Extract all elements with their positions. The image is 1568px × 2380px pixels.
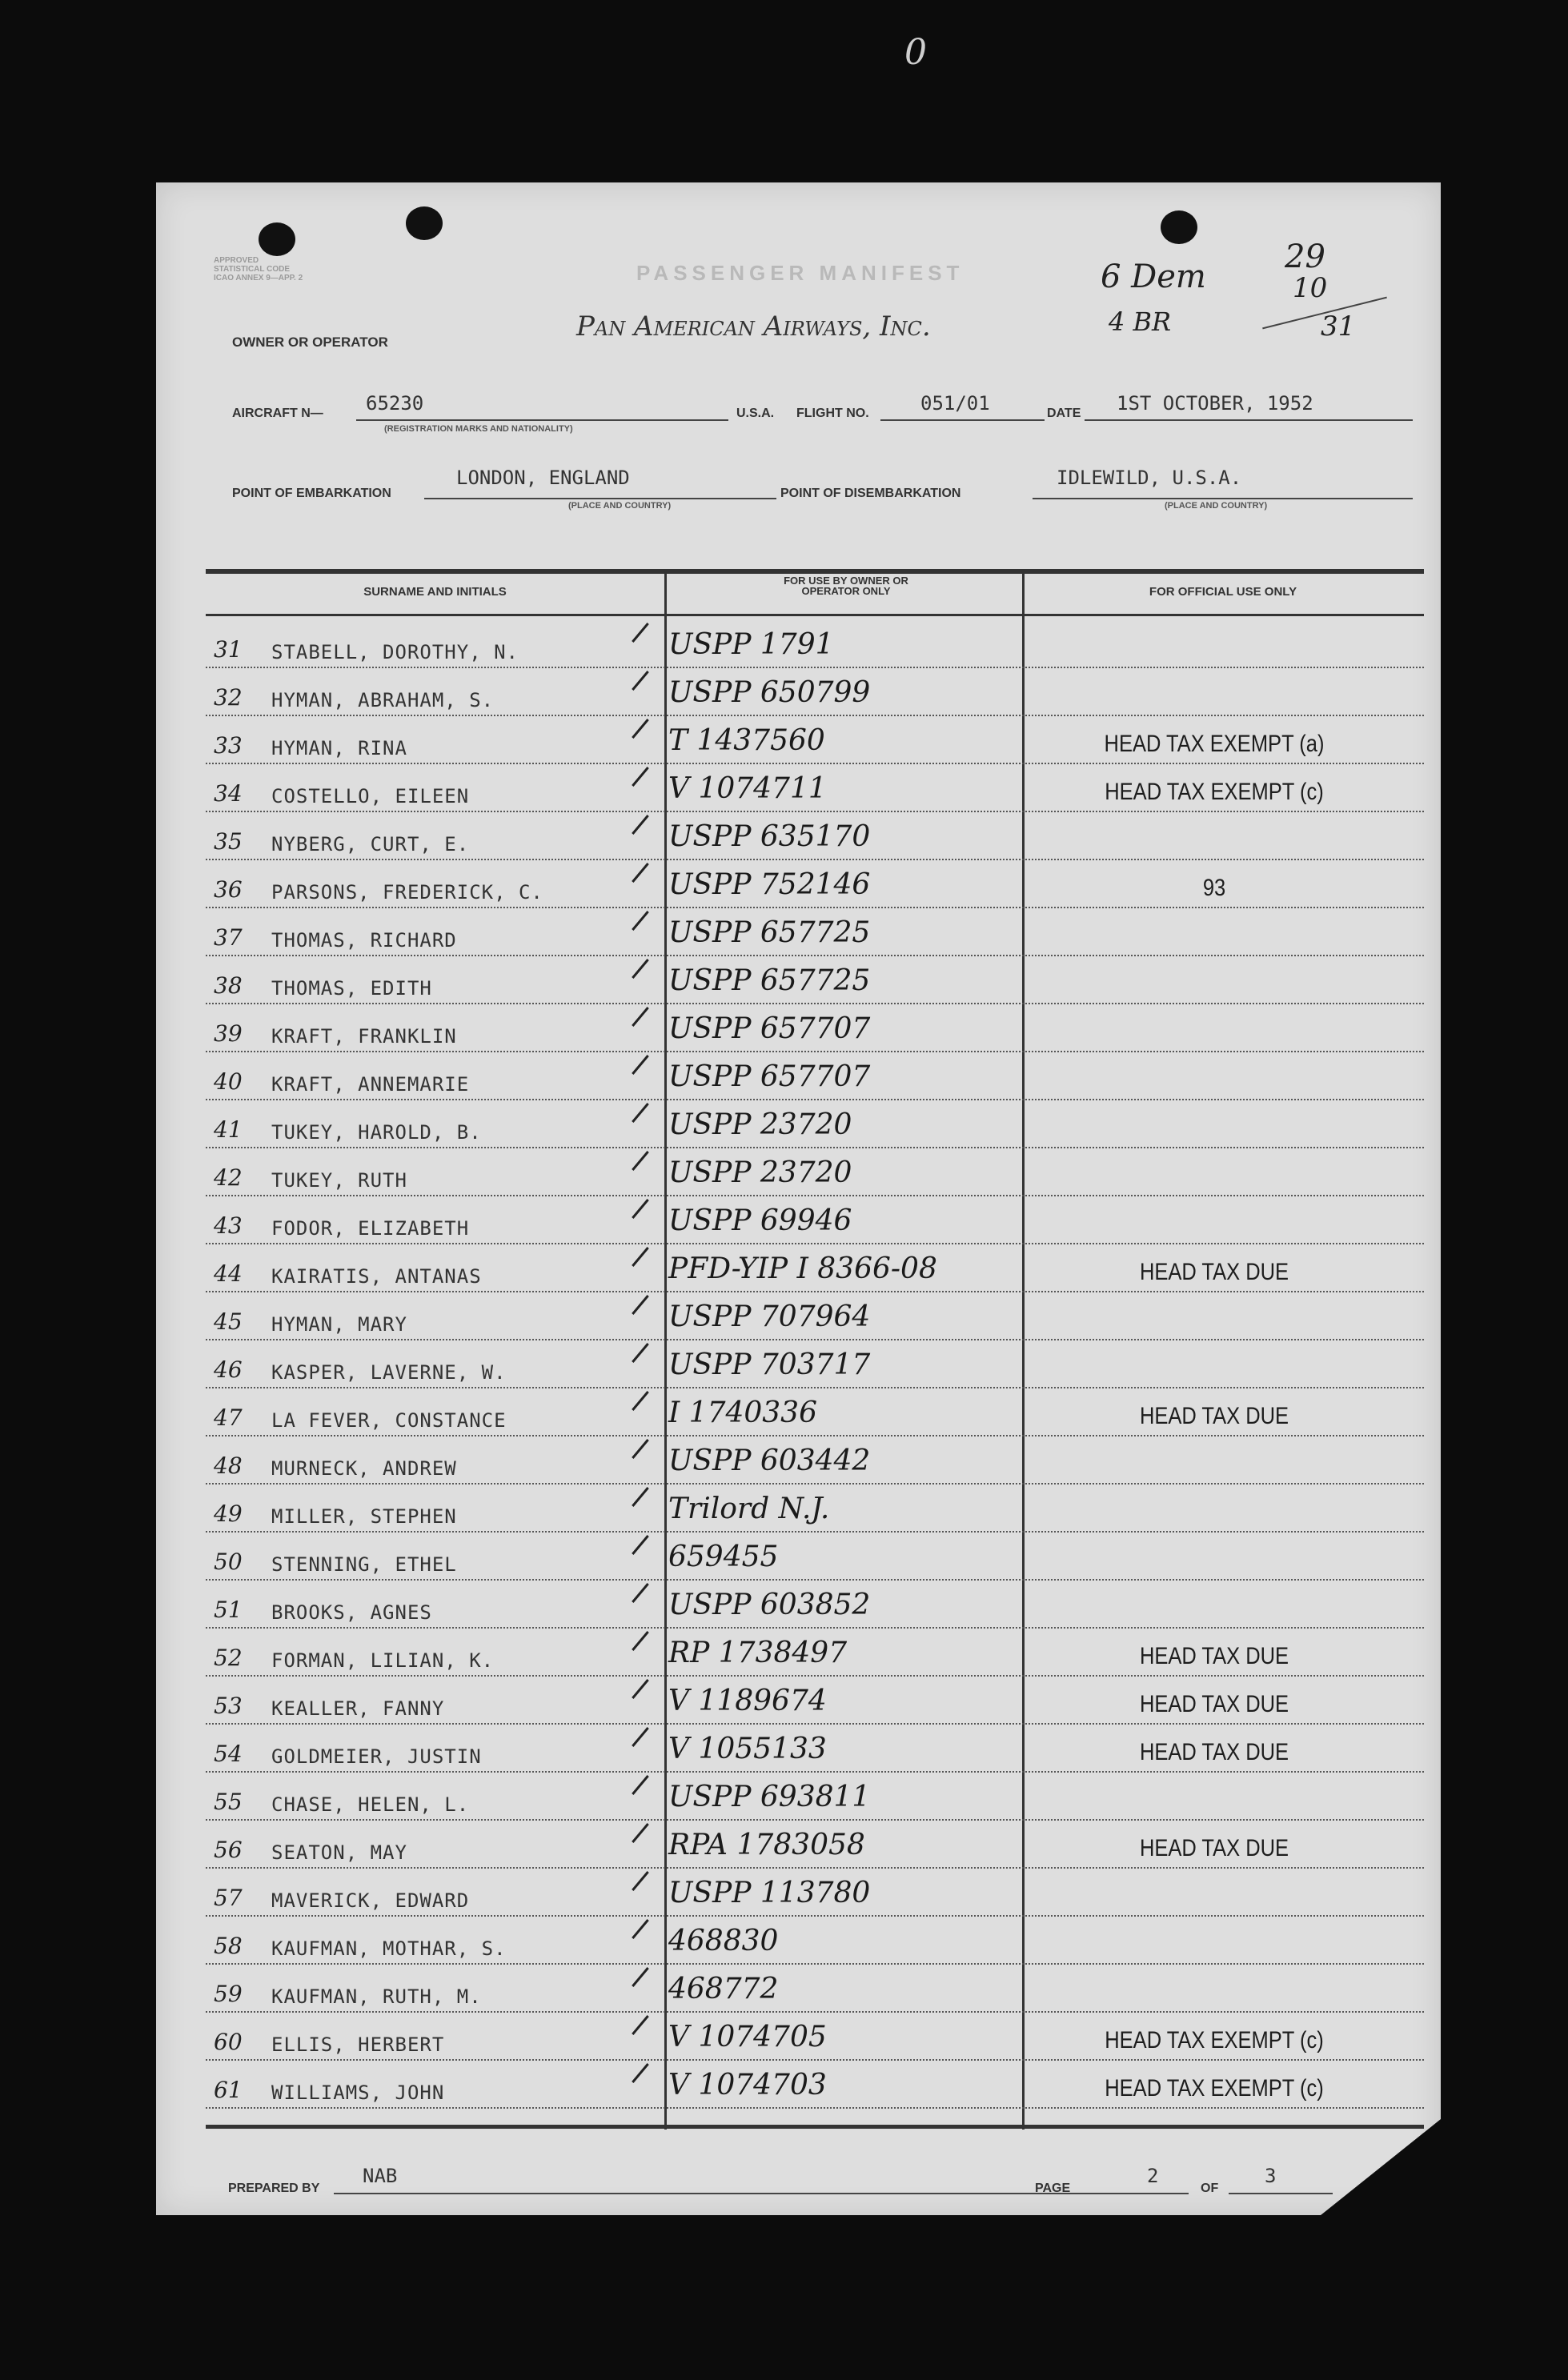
- passenger-name: BROOKS, AGNES: [271, 1601, 432, 1624]
- table-row: [206, 1147, 1424, 1196]
- document-number: 468772: [668, 1973, 779, 2005]
- official-note: 93: [1202, 875, 1226, 901]
- check-mark: [632, 1871, 649, 1891]
- document-number: USPP 703717: [668, 1348, 871, 1381]
- official-note: HEAD TAX EXEMPT (c): [1105, 2027, 1324, 2053]
- prepared-underline: [334, 2193, 1134, 2194]
- passenger-name: FODOR, ELIZABETH: [271, 1217, 470, 1240]
- handwritten-note: 10: [1293, 272, 1328, 304]
- official-note: HEAD TAX EXEMPT (c): [1105, 2075, 1324, 2102]
- table-row: [206, 1963, 1424, 2013]
- table-row: [206, 859, 1424, 908]
- page-value: 2: [1147, 2165, 1159, 2187]
- handwritten-note: 6 Dem: [1101, 258, 1206, 295]
- table-row: [206, 1051, 1424, 1100]
- passenger-name: COSTELLO, EILEEN: [271, 785, 470, 807]
- header-official: FOR OFFICIAL USE ONLY: [1149, 585, 1297, 599]
- embarkation-caption: (PLACE AND COUNTRY): [568, 501, 672, 511]
- passenger-name: HYMAN, ABRAHAM, S.: [271, 689, 495, 711]
- row-number: 56: [214, 1837, 243, 1863]
- aircraft-label: AIRCRAFT N—: [232, 407, 323, 420]
- document-number: V 1074711: [668, 772, 827, 805]
- passenger-name: TUKEY, RUTH: [271, 1169, 407, 1192]
- document-number: USPP 603442: [668, 1444, 871, 1477]
- row-number: 52: [214, 1645, 243, 1671]
- passenger-name: GOLDMEIER, JUSTIN: [271, 1745, 482, 1768]
- row-number: 59: [214, 1981, 243, 2007]
- passenger-name: MAVERICK, EDWARD: [271, 1889, 470, 1912]
- date-label: DATE: [1047, 407, 1081, 420]
- row-number: 45: [214, 1308, 243, 1335]
- document-number: I 1740336: [668, 1396, 817, 1429]
- row-number: 48: [214, 1452, 243, 1479]
- passenger-name: WILLIAMS, JOHN: [271, 2081, 445, 2104]
- document-number: V 1055133: [668, 1733, 827, 1765]
- document-number: T 1437560: [668, 724, 825, 757]
- table-row: [206, 619, 1424, 668]
- table-row: [206, 1387, 1424, 1436]
- check-mark: [632, 1295, 649, 1315]
- table-row: [206, 1483, 1424, 1533]
- row-number: 36: [214, 876, 243, 903]
- table-row: [206, 1867, 1424, 1917]
- row-number: 39: [214, 1020, 243, 1047]
- document-number: USPP 23720: [668, 1108, 852, 1141]
- disembarkation-underline: [1033, 498, 1413, 499]
- embarkation-underline: [424, 498, 776, 499]
- row-number: 42: [214, 1164, 243, 1191]
- row-number: 54: [214, 1741, 243, 1767]
- passenger-name: MILLER, STEPHEN: [271, 1505, 457, 1528]
- check-mark: [632, 719, 649, 739]
- prepared-value: NAB: [363, 2165, 398, 2187]
- document-number: V 1074705: [668, 2021, 827, 2053]
- passenger-name: STABELL, DOROTHY, N.: [271, 641, 519, 663]
- check-mark: [632, 1679, 649, 1699]
- check-mark: [632, 1967, 649, 1987]
- passenger-name: THOMAS, EDITH: [271, 977, 432, 1000]
- row-number: 43: [214, 1212, 243, 1239]
- handwritten-note: 31: [1321, 311, 1356, 343]
- table-row: [206, 1195, 1424, 1244]
- check-mark: [632, 1199, 649, 1219]
- folded-corner: [1321, 2119, 1441, 2215]
- row-number: 51: [214, 1597, 243, 1623]
- registration-caption: (REGISTRATION MARKS AND NATIONALITY): [384, 424, 573, 434]
- date-value: 1ST OCTOBER, 1952: [1117, 392, 1313, 415]
- check-mark: [632, 1151, 649, 1171]
- check-mark: [632, 1535, 649, 1555]
- official-note: HEAD TAX DUE: [1139, 1835, 1289, 1861]
- document-number: USPP 1791: [668, 628, 834, 661]
- document-number: USPP 657725: [668, 964, 871, 997]
- passenger-name: KEALLER, FANNY: [271, 1697, 445, 1720]
- table-row: [206, 1435, 1424, 1484]
- table-row: [206, 715, 1424, 764]
- row-number: 46: [214, 1356, 243, 1383]
- check-mark: [632, 1439, 649, 1459]
- document-number: V 1189674: [668, 1685, 827, 1717]
- document-number: USPP 707964: [668, 1300, 871, 1333]
- document-number: 659455: [668, 1541, 779, 1573]
- row-number: 33: [214, 732, 243, 759]
- row-number: 41: [214, 1116, 243, 1143]
- check-mark: [632, 671, 649, 691]
- official-note: HEAD TAX EXEMPT (c): [1105, 779, 1324, 805]
- embarkation-value: LONDON, ENGLAND: [456, 467, 630, 489]
- approval-stamp: APPROVED STATISTICAL CODE ICAO ANNEX 9—APP. 2: [214, 256, 303, 282]
- row-number: 55: [214, 1789, 243, 1815]
- check-mark: [632, 767, 649, 787]
- table-row: [206, 1915, 1424, 1965]
- table-row: [206, 1723, 1424, 1773]
- check-mark: [632, 1247, 649, 1267]
- punch-hole: [406, 206, 443, 240]
- row-number: 53: [214, 1693, 243, 1719]
- document-number: USPP 657707: [668, 1012, 871, 1045]
- table-row: [206, 1003, 1424, 1052]
- passenger-name: NYBERG, CURT, E.: [271, 833, 470, 855]
- table-row: [206, 1099, 1424, 1148]
- passenger-name: LA FEVER, CONSTANCE: [271, 1409, 507, 1432]
- official-note: HEAD TAX DUE: [1139, 1643, 1289, 1669]
- document-number: USPP 657707: [668, 1060, 871, 1093]
- flight-label: FLIGHT NO.: [796, 407, 869, 420]
- passenger-name: KRAFT, FRANKLIN: [271, 1025, 457, 1048]
- document-number: V 1074703: [668, 2069, 827, 2102]
- disembarkation-caption: (PLACE AND COUNTRY): [1165, 501, 1268, 511]
- document-number: USPP 113780: [668, 1877, 871, 1909]
- passenger-name: PARSONS, FREDERICK, C.: [271, 881, 543, 904]
- check-mark: [632, 2015, 649, 2035]
- punch-hole: [1161, 210, 1197, 244]
- passenger-name: MURNECK, ANDREW: [271, 1457, 457, 1480]
- document-number: USPP 657725: [668, 916, 871, 949]
- row-number: 60: [214, 2029, 243, 2055]
- passenger-name: KAUFMAN, RUTH, M.: [271, 1985, 482, 2008]
- of-label: OF: [1201, 2182, 1219, 2195]
- handwritten-note: 29: [1285, 238, 1325, 275]
- check-mark: [632, 911, 649, 931]
- document-number: 468830: [668, 1925, 779, 1957]
- passenger-name: KAUFMAN, MOTHAR, S.: [271, 1937, 507, 1960]
- table-row: [206, 1771, 1424, 1821]
- document-number: USPP 650799: [668, 676, 871, 709]
- table-row: [206, 1291, 1424, 1340]
- row-number: 37: [214, 924, 243, 951]
- handwritten-note: 4 BR: [1109, 307, 1172, 337]
- document-number: USPP 23720: [668, 1156, 852, 1189]
- check-mark: [632, 815, 649, 835]
- owner-label: OWNER OR OPERATOR: [232, 335, 388, 350]
- table-header-rule: [206, 614, 1424, 616]
- table-row: [206, 1675, 1424, 1725]
- official-note: HEAD TAX DUE: [1139, 1739, 1289, 1765]
- official-note: HEAD TAX EXEMPT (a): [1104, 731, 1325, 757]
- row-number: 31: [214, 636, 243, 663]
- row-number: 32: [214, 684, 243, 711]
- document-number: USPP 693811: [668, 1781, 871, 1813]
- row-number: 50: [214, 1549, 243, 1575]
- of-value: 3: [1265, 2165, 1277, 2187]
- table-row: [206, 907, 1424, 956]
- official-note: HEAD TAX DUE: [1139, 1691, 1289, 1717]
- official-note: HEAD TAX DUE: [1139, 1403, 1289, 1429]
- table-row: [206, 1819, 1424, 1869]
- document-number: USPP 603852: [668, 1589, 871, 1621]
- disembarkation-value: IDLEWILD, U.S.A.: [1057, 467, 1242, 489]
- table-row: [206, 2059, 1424, 2109]
- table-row: [206, 1579, 1424, 1629]
- passenger-name: SEATON, MAY: [271, 1841, 407, 1864]
- passenger-name: THOMAS, RICHARD: [271, 929, 457, 952]
- embarkation-label: POINT OF EMBARKATION: [232, 487, 391, 500]
- manifest-sheet: [156, 182, 1441, 2215]
- row-number: 47: [214, 1404, 243, 1431]
- document-number: USPP 752146: [668, 868, 871, 901]
- form-title: PASSENGER MANIFEST: [636, 261, 964, 285]
- document-number: RP 1738497: [668, 1637, 848, 1669]
- flight-underline: [880, 419, 1045, 421]
- page-label: PAGE: [1035, 2182, 1071, 2195]
- check-mark: [632, 1823, 649, 1843]
- check-mark: [632, 1007, 649, 1027]
- aircraft-value: 65230: [366, 392, 424, 415]
- passenger-name: STENNING, ETHEL: [271, 1553, 457, 1576]
- document-number: USPP 635170: [668, 820, 871, 853]
- flight-value: 051/01: [920, 392, 990, 415]
- table-row: [206, 667, 1424, 716]
- check-mark: [632, 2063, 649, 2083]
- disembarkation-label: POINT OF DISEMBARKATION: [780, 487, 961, 500]
- document-number: PFD-YIP I 8366-08: [668, 1252, 937, 1285]
- prepared-label: PREPARED BY: [228, 2182, 320, 2195]
- header-names: SURNAME AND INITIALS: [363, 585, 507, 599]
- punch-hole: [259, 222, 295, 256]
- row-number: 40: [214, 1068, 243, 1095]
- document-number: RPA 1783058: [668, 1829, 865, 1861]
- check-mark: [632, 1343, 649, 1363]
- passenger-name: TUKEY, HAROLD, B.: [271, 1121, 482, 1144]
- passenger-name: CHASE, HELEN, L.: [271, 1793, 470, 1816]
- document-number: USPP 69946: [668, 1204, 852, 1237]
- table-bottom-rule: [206, 2125, 1424, 2129]
- check-mark: [632, 1631, 649, 1651]
- header-owner: FOR USE BY OWNER OR OPERATOR ONLY: [784, 575, 908, 597]
- table-row: [206, 1627, 1424, 1677]
- check-mark: [632, 1487, 649, 1507]
- passenger-name: HYMAN, RINA: [271, 737, 407, 759]
- passenger-name: HYMAN, MARY: [271, 1313, 407, 1336]
- table-row: [206, 763, 1424, 812]
- check-mark: [632, 1775, 649, 1795]
- table-top-rule: [206, 569, 1424, 574]
- company-name: Pan American Airways, Inc.: [576, 311, 931, 343]
- check-mark: [632, 863, 649, 883]
- row-number: 58: [214, 1933, 243, 1959]
- table-row: [206, 1243, 1424, 1292]
- passenger-table: [206, 569, 1424, 2130]
- row-number: 49: [214, 1501, 243, 1527]
- row-number: 35: [214, 828, 243, 855]
- check-mark: [632, 1583, 649, 1603]
- check-mark: [632, 623, 649, 643]
- row-number: 61: [214, 2077, 243, 2103]
- passenger-name: KRAFT, ANNEMARIE: [271, 1073, 470, 1096]
- aircraft-underline: [356, 419, 728, 421]
- passenger-name: FORMAN, LILIAN, K.: [271, 1649, 495, 1672]
- passenger-name: ELLIS, HERBERT: [271, 2033, 445, 2056]
- row-number: 57: [214, 1885, 243, 1911]
- row-number: 44: [214, 1260, 243, 1287]
- check-mark: [632, 1391, 649, 1411]
- official-note: HEAD TAX DUE: [1139, 1259, 1289, 1285]
- usa-label: U.S.A.: [736, 407, 775, 420]
- table-row: [206, 811, 1424, 860]
- check-mark: [632, 1103, 649, 1123]
- row-number: 34: [214, 780, 243, 807]
- date-underline: [1085, 419, 1413, 421]
- check-mark: [632, 959, 649, 979]
- check-mark: [632, 1919, 649, 1939]
- of-underline: [1229, 2193, 1333, 2194]
- document-number: Trilord N.J.: [668, 1493, 830, 1525]
- table-row: [206, 2011, 1424, 2061]
- passenger-name: KASPER, LAVERNE, W.: [271, 1361, 507, 1384]
- table-row: [206, 955, 1424, 1004]
- top-corner-mark: 0: [904, 32, 927, 73]
- check-mark: [632, 1727, 649, 1747]
- row-number: 38: [214, 972, 243, 999]
- table-row: [206, 1339, 1424, 1388]
- table-row: [206, 1531, 1424, 1581]
- passenger-name: KAIRATIS, ANTANAS: [271, 1265, 482, 1288]
- check-mark: [632, 1055, 649, 1075]
- page-underline: [1077, 2193, 1189, 2194]
